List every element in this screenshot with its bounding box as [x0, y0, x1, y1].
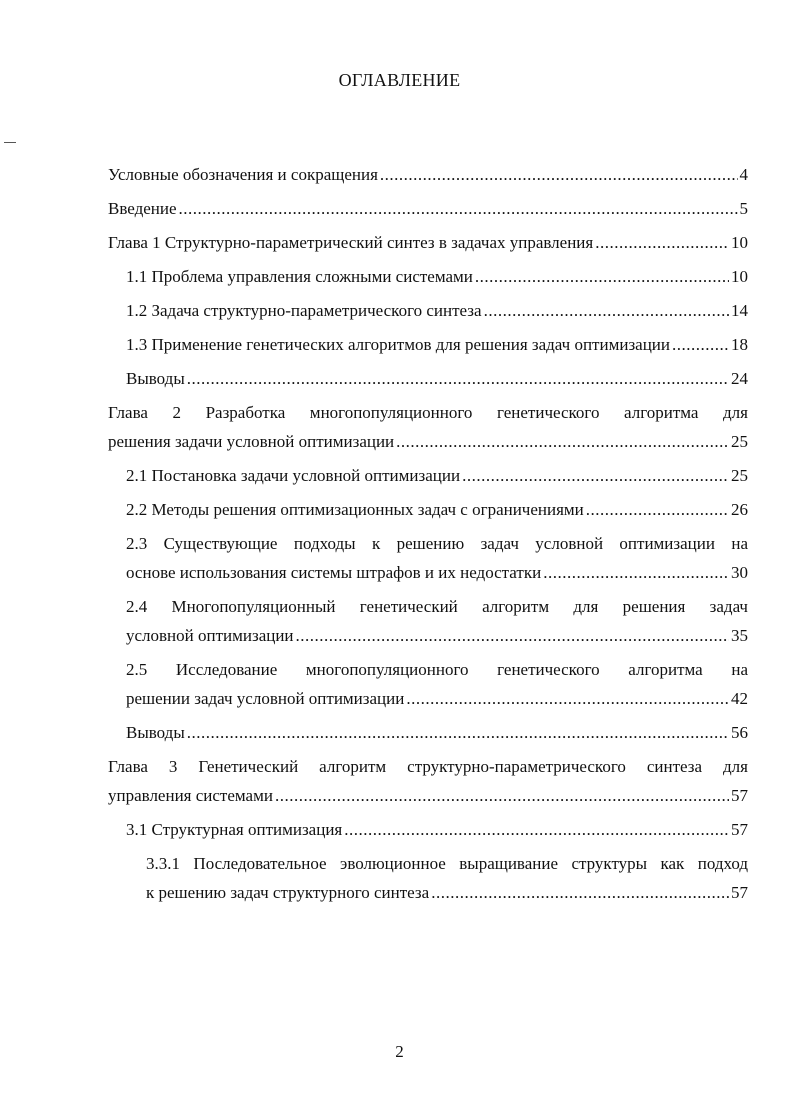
toc-entry	[108, 160, 748, 189]
toc-page-number: 30	[731, 563, 748, 582]
margin-mark	[4, 142, 16, 143]
toc-entry	[108, 330, 748, 359]
toc-entry-text: условной оптимизации	[126, 626, 294, 645]
toc-leader-dots	[296, 621, 729, 650]
toc-entry-text: Условные обозначения и сокращения	[108, 165, 378, 184]
toc-entry-text: к решению задач структурного синтеза	[146, 883, 430, 902]
toc-leader-dots	[475, 262, 729, 291]
toc-page-number: 42	[731, 689, 748, 708]
toc-leader-dots	[543, 558, 729, 587]
toc-leader-dots	[275, 781, 729, 810]
toc-page-number: 35	[731, 626, 748, 645]
toc-entry	[108, 296, 748, 325]
toc-entry	[108, 398, 748, 456]
toc-entry	[108, 364, 748, 393]
toc-entry-text: 1.3 Применение генетических алгоритмов для решения задач оптимизации	[126, 335, 670, 354]
page-title: ОГЛАВЛЕНИЕ	[338, 70, 461, 90]
toc-leader-dots	[462, 461, 729, 490]
toc-entry	[108, 849, 748, 907]
toc-entry-text: 2.1 Постановка задачи условной оптимизации	[126, 466, 461, 485]
toc-page-number: 26	[731, 500, 748, 519]
page-number: 2	[395, 1042, 404, 1061]
toc-page-number: 57	[731, 883, 748, 902]
toc-entry-first-line: 3.3.1 Последовательное эволюционное выращивание структуры как подход	[146, 854, 748, 873]
toc-page-number: 57	[731, 786, 748, 805]
toc-leader-dots	[586, 495, 729, 524]
toc-page-number: 10	[731, 233, 748, 252]
toc-entry-first-line: Глава 2 Разработка многопопуляционного генетического алгоритма для	[108, 403, 748, 422]
toc-page-number: 14	[731, 301, 748, 320]
toc-entry	[108, 495, 748, 524]
toc-page-number: 56	[731, 723, 748, 742]
toc-leader-dots	[344, 815, 729, 844]
toc-entry	[108, 194, 748, 223]
toc-entry	[108, 718, 748, 747]
toc-page-number: 4	[739, 165, 748, 184]
toc-page-number: 18	[731, 335, 748, 354]
toc-entry	[108, 592, 748, 650]
toc-entry	[108, 752, 748, 810]
toc-entry	[108, 815, 748, 844]
toc-entry-text: Выводы	[126, 369, 185, 388]
toc-leader-dots	[595, 228, 729, 257]
toc-page-number: 57	[731, 820, 748, 839]
toc-leader-dots	[187, 718, 729, 747]
toc-leader-dots	[187, 364, 729, 393]
toc-entry	[108, 529, 748, 587]
toc-entry-text: решении задач условной оптимизации	[126, 689, 405, 708]
toc-entry-text: решения задачи условной оптимизации	[108, 432, 395, 451]
toc-entry-text: Выводы	[126, 723, 185, 742]
toc-page-number: 24	[731, 369, 748, 388]
toc-entry-first-line: Глава 3 Генетический алгоритм структурно-параметрического синтеза для	[108, 757, 748, 776]
toc-leader-dots	[431, 878, 729, 907]
toc-entry-first-line: 2.3 Существующие подходы к решению задач условной оптимизации на	[126, 534, 748, 553]
toc-leader-dots	[380, 160, 738, 189]
toc-entry-first-line: 2.5 Исследование многопопуляционного генетического алгоритма на	[126, 660, 748, 679]
toc-leader-dots	[484, 296, 729, 325]
table-of-contents	[108, 160, 748, 912]
toc-leader-dots	[406, 684, 729, 713]
toc-entry	[108, 228, 748, 257]
toc-entry-text: Введение	[108, 199, 177, 218]
toc-entry-text: Глава 1 Структурно-параметрический синтез в задачах управления	[108, 233, 594, 252]
toc-leader-dots	[396, 427, 729, 456]
toc-entry-text: 3.1 Структурная оптимизация	[126, 820, 343, 839]
toc-entry	[108, 461, 748, 490]
toc-page-number: 25	[731, 432, 748, 451]
toc-entry	[108, 655, 748, 713]
toc-leader-dots	[179, 194, 738, 223]
toc-entry-text: 1.1 Проблема управления сложными системами	[126, 267, 473, 286]
toc-page-number: 5	[739, 199, 748, 218]
toc-page-number: 10	[731, 267, 748, 286]
toc-leader-dots	[672, 330, 729, 359]
toc-page-number: 25	[731, 466, 748, 485]
toc-entry-text: 2.2 Методы решения оптимизационных задач с ограничениями	[126, 500, 584, 519]
toc-entry	[108, 262, 748, 291]
toc-entry-text: управления системами	[108, 786, 273, 805]
toc-entry-first-line: 2.4 Многопопуляционный генетический алгоритм для решения задач	[126, 597, 748, 616]
toc-entry-text: 1.2 Задача структурно-параметрического синтеза	[126, 301, 482, 320]
toc-entry-text: основе использования системы штрафов и их недостатки	[126, 563, 542, 582]
